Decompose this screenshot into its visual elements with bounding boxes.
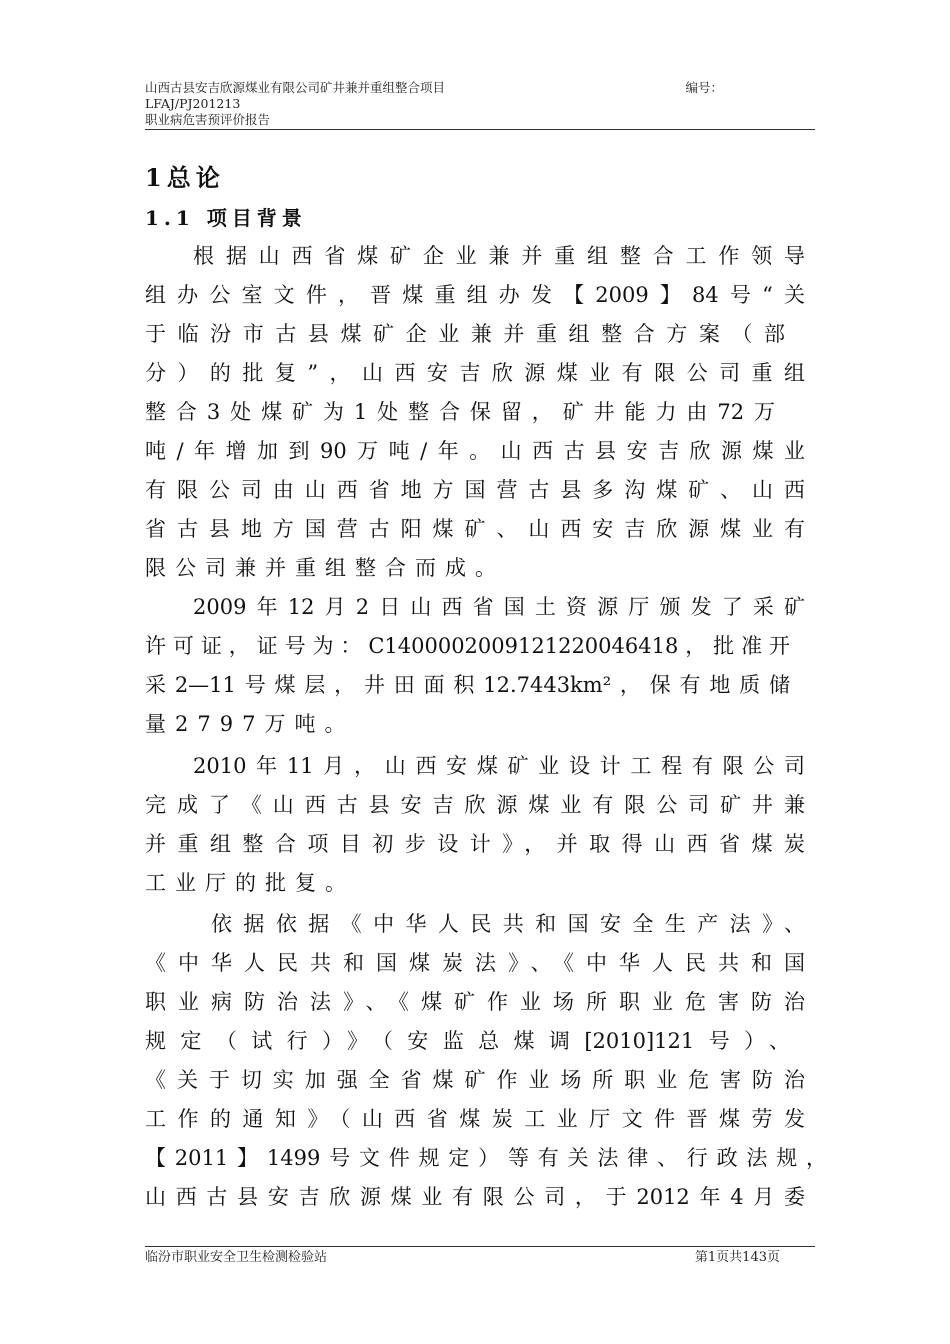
paragraph-line: 规定（试行）》（安监总煤调[2010]121号）、 (145, 1029, 790, 1053)
paragraph-line: 完成了《山西古县安吉欣源煤业有限公司矿井兼 (145, 793, 805, 817)
paragraph-line: 并重组整合项目初步设计》，并取得山西省煤炭 (145, 832, 805, 856)
paragraph-line: 根据山西省煤矿企业兼并重组整合工作领导 (193, 244, 805, 268)
header-serial-label: 编号： (685, 80, 723, 95)
footer-divider (145, 1246, 815, 1247)
paragraph-line: 整合3处煤矿为1处整合保留，矿井能力由72万 (145, 400, 775, 424)
footer-page-number: 第1页共143页 (694, 1250, 780, 1265)
chapter-title: 1总论 (145, 163, 225, 192)
paragraph-line: 组办公室文件，晋煤重组办发【2009】84号“关 (145, 283, 805, 307)
paragraph-line: 《关于切实加强全省煤矿作业场所职业危害防治 (145, 1068, 805, 1092)
header-row (145, 80, 815, 96)
paragraph-line: 限公司兼并重组整合而成。 (145, 556, 505, 580)
header-report-title: 职业病危害预评价报告 (145, 112, 271, 127)
paragraph-line: 山西古县安吉欣源煤业有限公司，于2012年4月委 (145, 1185, 805, 1209)
section-title: 1.1 项目背景 (145, 206, 307, 230)
paragraph-line: 职业病防治法》、《煤矿作业场所职业危害防治 (145, 990, 805, 1014)
page-footer (145, 1249, 815, 1267)
paragraph-line: 量2797万吨。 (145, 712, 355, 736)
paragraph-line: 2010年11月，山西安煤矿业设计工程有限公司 (193, 754, 805, 778)
paragraph-line: 吨/年增加到90万吨/年。山西古县安吉欣源煤业 (145, 439, 805, 463)
paragraph-line: 采2—11号煤层，井田面积12.7443km²，保有地质储 (145, 673, 790, 697)
paragraph-line: 依据依据《中华人民共和国安全生产法》、 (211, 912, 805, 936)
paragraph-line: 于临汾市古县煤矿企业兼并重组整合方案（部 (145, 322, 785, 346)
paragraph-line: 《中华人民共和国煤炭法》、《中华人民共和国 (145, 951, 805, 975)
page-header (145, 80, 815, 128)
paragraph-line: 工业厅的批复。 (145, 871, 355, 895)
paragraph-line: 【2011】1499号文件规定）等有关法律、行政法规， (145, 1146, 827, 1170)
paragraph-line: 分）的批复”，山西安吉欣源煤业有限公司重组 (145, 361, 805, 385)
header-divider (145, 129, 815, 130)
paragraph-line: 2009年12月2日山西省国土资源厅颁发了采矿 (193, 595, 805, 619)
paragraph-line: 省古县地方国营古阳煤矿、山西安吉欣源煤业有 (145, 517, 805, 541)
paragraph-line: 有限公司由山西省地方国营古县多沟煤矿、山西 (145, 478, 805, 502)
footer-organization: 临汾市职业安全卫生检测检验站 (145, 1250, 328, 1265)
paragraph-line: 许可证，证号为：C1400002009121220046418，批准开 (145, 634, 790, 658)
header-project-name: 山西古县安吉欣源煤业有限公司矿井兼并重组整合项目 (145, 80, 446, 95)
header-report-code: LFAJ/PJ201213 (145, 96, 241, 111)
paragraph-line: 工作的通知》（山西省煤炭工业厅文件晋煤劳发 (145, 1107, 805, 1131)
